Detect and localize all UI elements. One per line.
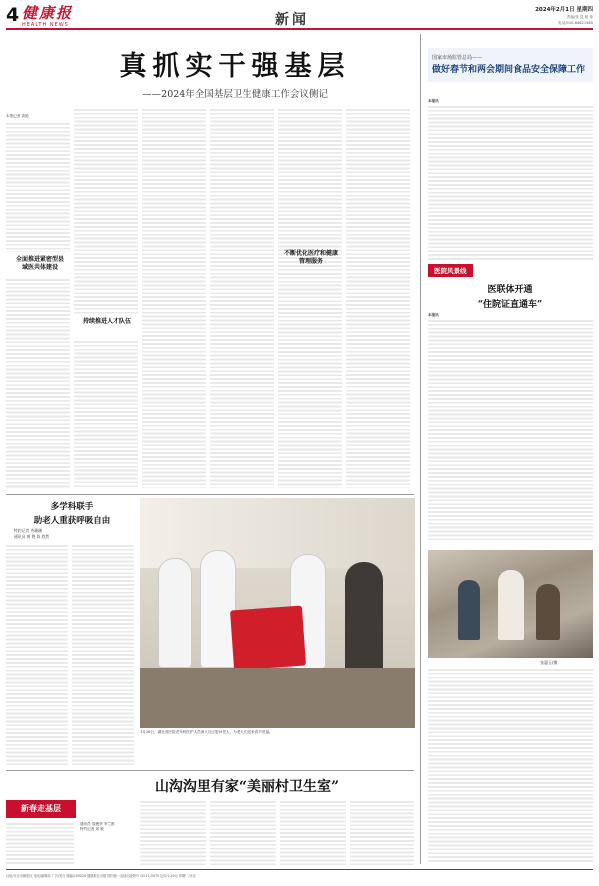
- bottom-credits: [80, 822, 115, 832]
- photo-table: [140, 668, 415, 728]
- column-divider-right: [420, 34, 421, 864]
- section-tag-hospital: 医院风景线: [428, 264, 473, 277]
- phone-line: 电话/010-64621585: [558, 21, 593, 25]
- right-photo-credit: 张惠玉/摄: [540, 660, 558, 665]
- page-number: 4: [6, 4, 20, 26]
- left-article-divider: [6, 494, 414, 495]
- bottom-body-5: [350, 800, 414, 866]
- bottom-credit-b-label: 特约记者: [80, 827, 95, 831]
- headline2-line1: 医联体开通: [487, 285, 533, 295]
- photo-figure-c: [536, 584, 560, 640]
- photo-fu-sign: [230, 606, 306, 671]
- byline-tag: 本报记者: [6, 114, 21, 118]
- byline-name: 高艳: [21, 114, 29, 118]
- photo-figure-a: [458, 580, 480, 640]
- new-year-badge: 新春走基层: [6, 800, 76, 818]
- right-byline: 本报讯: [428, 99, 439, 103]
- left2-body-1: [6, 544, 68, 766]
- left2-credit-b: [14, 534, 49, 540]
- lead-col-6: [346, 108, 410, 488]
- right-headline-2: [440, 282, 580, 310]
- right-body-3: [428, 668, 593, 864]
- issue-date: 2024年2月1日 星期四: [535, 7, 593, 13]
- masthead-info: [535, 5, 593, 26]
- photo-person-2: [200, 550, 236, 668]
- bottom-body-3: [210, 800, 276, 866]
- right-kicker: 国家市场监管总局——: [432, 55, 483, 61]
- lead-headline: 真抓实干强基层: [119, 51, 351, 82]
- lead-col-5b: [278, 272, 342, 488]
- credit-b-label: 通讯员: [14, 534, 26, 539]
- credit-a-label: 特约记者: [14, 528, 30, 533]
- bottom-credit-a-label: 通讯员: [80, 822, 91, 826]
- bottom-body-1: [6, 822, 74, 866]
- lead-col-3: [142, 108, 206, 488]
- right-body-2: [428, 319, 593, 541]
- left2-title-b: 助老人重获呼吸自由: [33, 516, 111, 526]
- section-title: 新闻: [275, 12, 309, 28]
- headline2-line2: “住院证直通车”: [477, 300, 543, 310]
- footer-rule: [6, 869, 593, 870]
- credit-a-name: 齐珊珊: [30, 528, 42, 533]
- lead-col-1: [6, 122, 70, 252]
- subhead-1: 全面推进紧密型县域医共体建设: [15, 256, 64, 271]
- main-photo-caption: [140, 730, 415, 735]
- paper-name: 健康报: [22, 4, 74, 22]
- lead-col-2b: [74, 340, 138, 488]
- main-photo: [140, 498, 415, 728]
- lead-subtitle: ——2024年全国基层卫生健康工作会议侧记: [142, 89, 328, 100]
- bottom-divider: [6, 770, 414, 771]
- bottom-body-2: [140, 800, 206, 866]
- bottom-body-4: [280, 800, 346, 866]
- photo-figure-b: [498, 570, 524, 640]
- right-article-heading: [428, 48, 593, 82]
- left2-body-2: [72, 544, 134, 766]
- photo-person-1: [158, 558, 192, 668]
- lead-col-4: [210, 108, 274, 488]
- subhead-2: 持续推进人才队伍: [82, 318, 131, 325]
- left2-title-a: 多学科联手: [50, 502, 94, 512]
- editor-line: 责编/张 昆 相 伟: [566, 15, 593, 19]
- bottom-credit-b: [80, 827, 115, 832]
- lead-byline: [6, 114, 29, 119]
- left2-heading: [14, 500, 130, 526]
- bottom-headline: 山沟沟里有家“美丽村卫生室”: [154, 779, 340, 795]
- paper-name-en: HEALTH NEWS: [22, 22, 69, 28]
- bottom-credit-a-names: 周俊华 李兰都: [91, 822, 115, 826]
- lead-col-2: [74, 108, 138, 314]
- credit-b-names: 黄 艳 陈 欣然: [26, 534, 50, 539]
- caption-text: 1月26日，湖北省医院老年科医护人员深入社区慰问老人，为老人们送来春节祝福。: [140, 730, 273, 734]
- photo-person-4: [345, 562, 383, 672]
- right-photo: [428, 550, 593, 658]
- right-title: 做好春节和两会期间食品安全保障工作: [432, 65, 586, 75]
- photo-wall: [140, 498, 415, 568]
- right-body-1: [428, 105, 593, 260]
- lead-col-1b: [6, 278, 70, 488]
- bottom-credit-b-name: 刘 敏: [95, 827, 104, 831]
- paper-logo: [22, 2, 80, 26]
- right-corr-byline: 本报讯: [428, 313, 439, 317]
- subhead-3: 不断优化医疗和健康管理服务: [284, 250, 339, 265]
- left2-credits: [14, 528, 49, 540]
- masthead-rule: [6, 28, 593, 30]
- footer-text: 社址/北京市朝阳区 电话/编辑部 广告/发行 邮编/100020 健康报社出版 国内统一连续出版物号 CN 11-0075 定价/1.50元 印刷厂/北京: [6, 874, 196, 878]
